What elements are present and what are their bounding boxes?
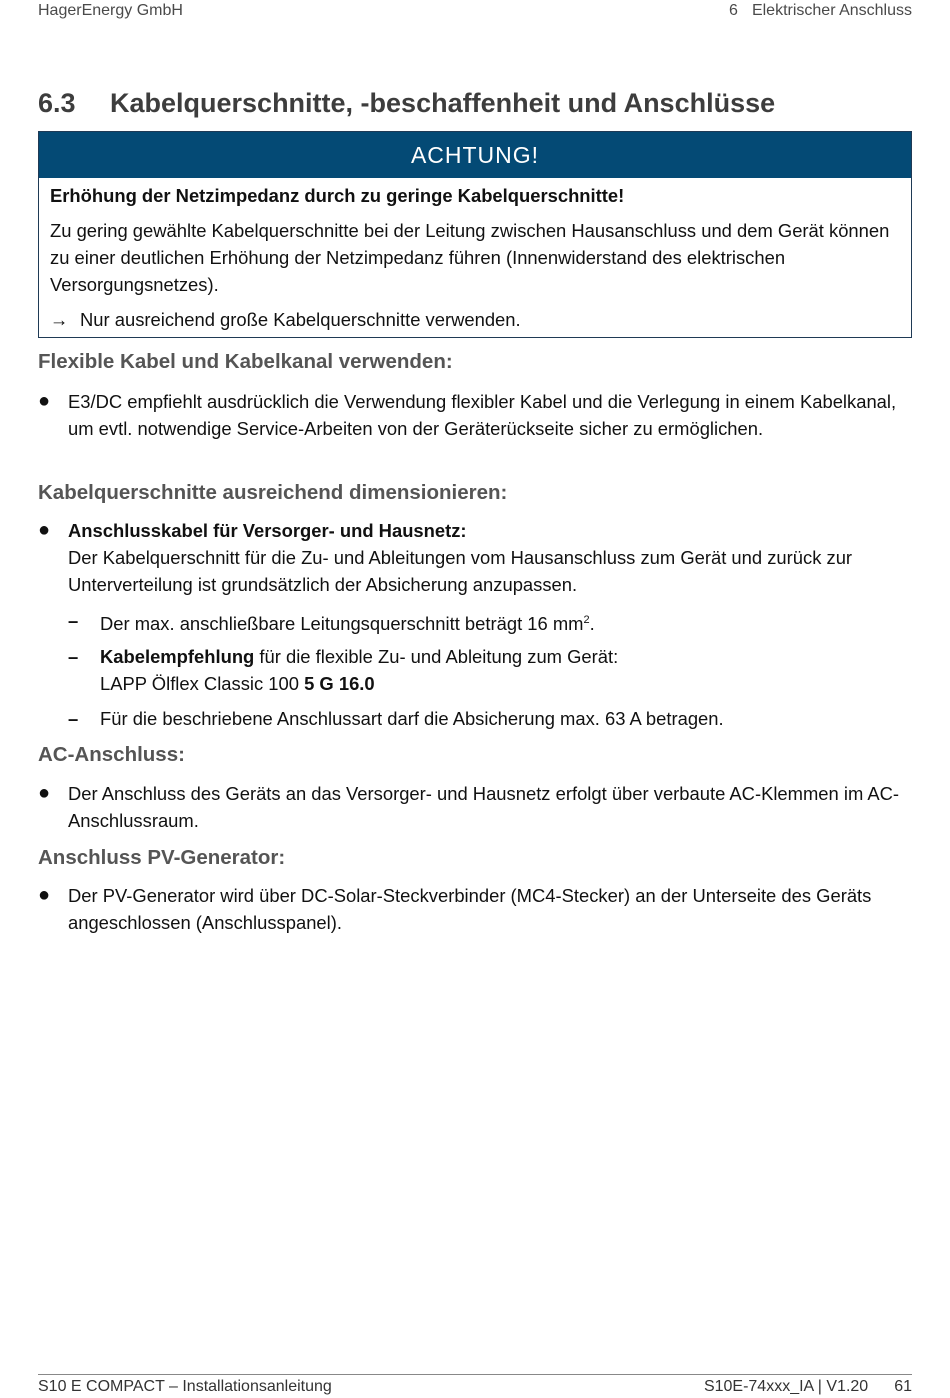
dash2-bold: Kabelempfehlung [100, 646, 255, 667]
bullet-icon: ● [38, 884, 51, 906]
pv-bullet [38, 882, 908, 936]
bullet-icon: ● [38, 782, 51, 804]
dash3-text: Für die beschriebene Anschlussart darf die Absicherung max. 63 A betragen. [100, 708, 724, 729]
flex-heading: Flexible Kabel und Kabelkanal verwenden: [38, 350, 453, 373]
bullet-icon: ● [38, 390, 51, 412]
dim-bullet-bold: Anschlusskabel für Versorger- und Hausnetz: [68, 520, 467, 541]
dim-bullet-text: Der Kabelquerschnitt für die Zu- und Ableitungen vom Hausanschluss zum Gerät und zurück zur Unterverteilung ist grundsätzlich der Absicherung anzupassen. [68, 547, 853, 595]
notice-text: Zu gering gewählte Kabelquerschnitte bei der Leitung zwischen Hausanschluss und dem Gerät können zu einer deutlichen Erhöhung der Netzimpedanz führen (Innenwiderstand des elektrischen Versorgungsnetzes). [50, 220, 890, 295]
footer-right [704, 1378, 912, 1396]
dim-heading: Kabelquerschnitte ausreichend dimensionieren: [38, 481, 508, 504]
notice-bold-line: Erhöhung der Netzimpedanz durch zu geringe Kabelquerschnitte! [50, 185, 625, 206]
dash2-line2-bold: 5 G 16.0 [304, 673, 375, 694]
chapter-title: Elektrischer Anschluss [751, 2, 912, 19]
notice-action-text: Nur ausreichend große Kabelquerschnitte verwenden. [80, 309, 521, 330]
pv-bullet-text: Der PV-Generator wird über DC-Solar-Steckverbinder (MC4-Stecker) an der Unterseite des Geräts angeschlossen (Anschlusspanel). [68, 885, 872, 933]
notice-body [39, 178, 911, 333]
dash1-sup: 2 [583, 614, 590, 626]
dash-item-2 [68, 643, 908, 697]
dash-icon: – [68, 708, 79, 729]
notice-heading: ACHTUNG! [39, 132, 911, 178]
footer-title: S10 E COMPACT – Installationsanleitung [38, 1378, 332, 1395]
dash-item-1 [68, 607, 908, 637]
arrow-right-icon: → [50, 309, 69, 330]
dash1-end: . [589, 613, 595, 635]
ac-bullet [38, 780, 908, 834]
dash-icon: – [68, 646, 79, 667]
flex-bullet [38, 388, 908, 442]
pv-heading: Anschluss PV-Generator: [38, 846, 286, 869]
dash-icon: – [68, 610, 79, 631]
dash1-text: Der max. anschließbare Leitungsquerschnitt beträgt 16 mm [100, 613, 584, 635]
footer-divider [38, 1374, 912, 1375]
bullet-icon: ● [38, 519, 51, 541]
page-number: 61 [894, 1378, 912, 1395]
section-title [38, 88, 775, 119]
section-title-text: Kabelquerschnitte, -beschaffenheit und Anschlüsse [110, 88, 776, 118]
flex-bullet-text: E3/DC empfiehlt ausdrücklich die Verwendung flexibler Kabel und die Verlegung in einem Kabelkanal, um evtl. notwendige Service-Arbeiten von der Geräterückseite sicher zu ermöglichen. [68, 391, 897, 439]
ac-bullet-text: Der Anschluss des Geräts an das Versorger- und Hausnetz erfolgt über verbaute AC-Klemmen im AC-Anschlussraum. [68, 783, 900, 831]
chapter-number: 6 [729, 2, 738, 19]
ac-heading: AC-Anschluss: [38, 743, 185, 766]
notice-box [38, 131, 912, 338]
dash-item-3 [68, 705, 908, 732]
footer-doc: S10E-74xxx_IA | V1.20 [703, 1378, 869, 1395]
notice-action [50, 306, 900, 333]
dash2-line2: LAPP Ölflex Classic 100 [100, 673, 305, 694]
header-company: HagerEnergy GmbH [38, 2, 183, 19]
section-number: 6.3 [38, 88, 76, 118]
dim-bullet [38, 517, 908, 598]
header-chapter [729, 2, 912, 20]
dash2-text: für die flexible Zu- und Ableitung zum Gerät: [254, 646, 619, 667]
